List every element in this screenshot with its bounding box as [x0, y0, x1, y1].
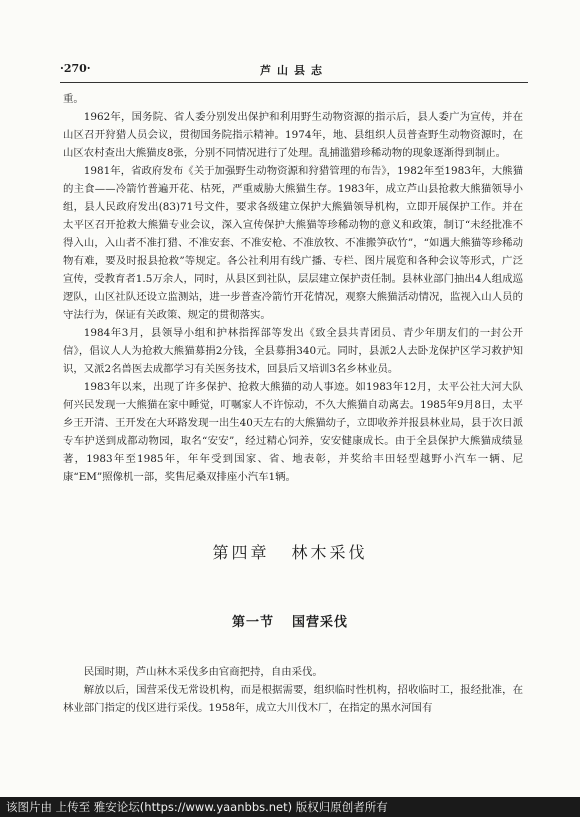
- running-title: 芦山县志: [260, 64, 328, 77]
- paragraph: 1983年以来，出现了许多保护、抢救大熊猫的动人事迹。如1983年12月，太平公社大河大队何兴民发现一大熊猫在家中睡觉，叮嘱家人不许惊动，不久大熊猫自动离去。1985年9月8日，太平乡王开清、王开发在大环路发现一出生40天左右的大熊猫幼子，立即收养并报县林业局，县于次日派专车护送到成都动物园，取名“安安”，经过精心饲养，安安健康成长。由于全县保护大熊猫成绩显著，1983年至1985年，年年受到国家、省、地表彰，并奖给丰田轻型越野小汽车一辆、尼康“EM”照像机一部，奖售尼桑双排座小汽车1辆。: [63, 381, 524, 483]
- section-body-text: [63, 663, 523, 717]
- header-rule: [60, 82, 528, 83]
- paragraph: 1981年，省政府发布《关于加强野生动物资源和狩猎管理的布告》，1982年至1983年，大熊猫的主食——冷箭竹普遍开花、枯死，严重威胁大熊猫生存。1983年，成立芦山县抢救大熊猫领导小组，县人民政府发出(83)71号文件，要求各级建立保护大熊猫领导机构，立即开展保护工作。并在太平区召开抢救大熊猫专业会议，深入宣传保护大熊猫等珍稀动物的意义和政策，制订“未经批准不得入山，入山者不准打猎、不准安套、不准安枪、不准放牧、不准搬笋砍竹”，“如遇大熊猫等珍稀动物有难，要及时报县抢救”等规定。各公社利用有线广播、专栏、图片展览和各种会议等形式，广泛宣传，受教育者1.5万余人，同时，从县区到社队，层层建立保护责任制。县林业部门抽出4人组成巡逻队，山区社队还设立监测站，进一步普查冷箭竹开花情况，观察大熊猫活动情况，监视入山人员的守法行为，保证有关政策、规定的贯彻落实。: [63, 165, 523, 321]
- paragraph: 1984年3月，县领导小组和护林指挥部等发出《致全县共青团员、青少年朋友们的一封公开信》，倡议人人为抢救大熊猫募捐2分钱，全县募捐340元。同时，县派2人去卧龙保护区学习救护知识，又派2名兽医去成都学习有关医务技术，回县后又培训3名乡林业员。: [63, 327, 523, 375]
- section-title: 国营采伐: [292, 615, 349, 630]
- paragraph: 重。: [63, 93, 84, 105]
- paragraph: 1962年，国务院、省人委分别发出保护和利用野生动物资源的指示后，县人委广为宣传，并在山区召开狩猎人员会议，贯彻国务院指示精神。1974年，地、县组织人员普查野生动物资源时，在山区农村查出大熊猫皮8张，分别不同情况进行了处理。乱捕滥猎珍稀动物的现象逐渐得到制止。: [63, 111, 523, 159]
- chapter-heading: [0, 540, 580, 563]
- page-header: [60, 62, 528, 78]
- chapter-number: 第四章: [212, 543, 270, 562]
- paragraph: 民国时期，芦山林木采伐多由官商把持，自由采伐。: [83, 666, 323, 678]
- chapter-title: 林木采伐: [291, 543, 368, 562]
- body-text: [63, 90, 523, 486]
- watermark-bar: 该图片由 上传至 雅安论坛(https://www.yaanbbs.net) 版权归原创者所有: [0, 797, 580, 817]
- section-heading: [0, 611, 580, 630]
- paragraph: 解放以后，国营采伐无常设机构，而是根据需要，组织临时性机构，招收临时工，报经批准，在林业部门指定的伐区进行采伐。1958年，成立大川伐木厂，在指定的黑水河国有: [63, 684, 523, 714]
- section-number: 第一节: [231, 615, 274, 630]
- page-number: ·270·: [60, 62, 91, 75]
